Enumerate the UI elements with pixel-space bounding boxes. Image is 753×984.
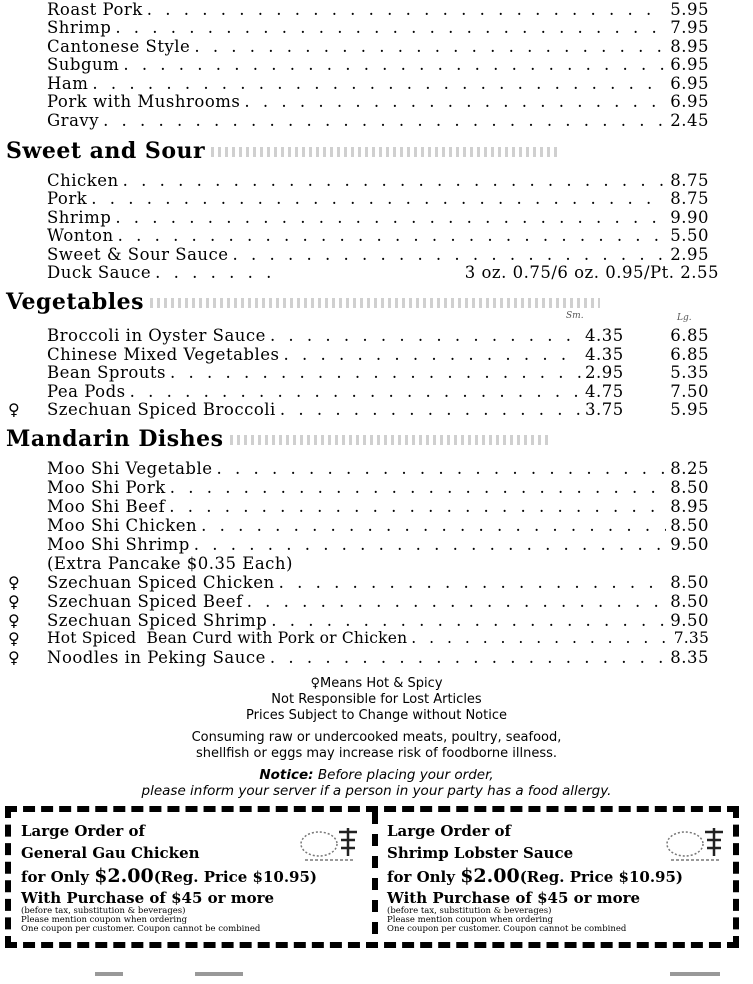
restaurant-logo-icon bbox=[297, 826, 363, 866]
menu-item-spicy: Szechuan Spiced Shrimp . . . 9.50 bbox=[47, 611, 709, 630]
coupon-shrimp-lobster[interactable]: Large Order of Shrimp Lobster Sauce for Only $2.00(Reg. Price $10.95) With Purchase of $45 or more (before tax, substitution & beverages) Please mention coupon when ordering One coupon per customer. Coupon cannot be combined bbox=[387, 820, 735, 934]
extra-pancake-note: (Extra Pancake $0.35 Each) bbox=[47, 554, 293, 573]
menu-item: Gravy . . . 2.45 bbox=[47, 111, 709, 130]
menu-item-spicy: Hot Spiced Bean Curd with Pork or Chicken . . . 7.35 bbox=[47, 629, 709, 648]
menu-item: Cantonese Style . . . 8.95 bbox=[47, 37, 709, 56]
pepper-icon: ♀ bbox=[8, 592, 20, 611]
coupon-general-gau[interactable]: Large Order of General Gau Chicken for Only $2.00(Reg. Price $10.95) With Purchase of $45 or more (before tax, substitution & beverages) Please mention coupon when ordering One coupon per customer. Coupon cannot be combined bbox=[21, 820, 369, 934]
coupon-area bbox=[5, 806, 739, 948]
menu-item-spicy: Szechuan Spiced Beef . . . 8.50 bbox=[47, 592, 709, 611]
restaurant-logo-icon bbox=[663, 826, 729, 866]
allergy-notice-line-2: please inform your server if a person in your party has a food allergy. bbox=[141, 783, 612, 799]
menu-item: Bean Sprouts . . . 2.95 5.35 bbox=[47, 363, 709, 382]
menu-item: Ham . . . 6.95 bbox=[47, 74, 709, 93]
menu-item: Moo Shi Pork . . . 8.50 bbox=[47, 478, 709, 497]
menu-item: Subgum . . . 6.95 bbox=[47, 55, 709, 74]
menu-item: Broccoli in Oyster Sauce . . . 4.35 6.85 bbox=[47, 326, 709, 345]
menu-item: Chinese Mixed Vegetables . . . 4.35 6.85 bbox=[47, 345, 709, 364]
scan-mark bbox=[670, 972, 720, 976]
menu-item: Wonton . . . 5.50 bbox=[47, 226, 709, 245]
menu-item: Moo Shi Chicken . . . 8.50 bbox=[47, 516, 709, 535]
menu-item: Shrimp . . . 7.95 bbox=[47, 18, 709, 37]
section-heading-vegetables: Vegetables bbox=[6, 290, 600, 314]
section-heading-sweet-sour: Sweet and Sour bbox=[6, 139, 561, 163]
consuming-warning-line-2: shellfish or eggs may increase risk of foodborne illness. bbox=[195, 746, 558, 761]
menu-item: Szechuan Spiced Broccoli . . . 3.75 5.95 bbox=[47, 400, 709, 419]
menu-item: Sweet & Sour Sauce . . . 2.95 bbox=[47, 245, 709, 264]
menu-item: Moo Shi Beef . . . 8.95 bbox=[47, 497, 709, 516]
hot-spicy-legend: ♀Means Hot & Spicy bbox=[310, 676, 443, 691]
pepper-icon: ♀ bbox=[8, 629, 20, 648]
menu-item: Pea Pods . . . 4.75 7.50 bbox=[47, 382, 709, 401]
menu-item-spicy: Noodles in Peking Sauce . . . 8.35 bbox=[47, 648, 709, 667]
pepper-icon: ♀ bbox=[8, 400, 20, 419]
consuming-warning-line-1: Consuming raw or undercooked meats, poultry, seafood, bbox=[191, 730, 562, 745]
pepper-icon: ♀ bbox=[8, 611, 20, 630]
menu-item: Moo Shi Shrimp . . . 9.50 bbox=[47, 535, 709, 554]
menu-item: Moo Shi Vegetable . . . 8.25 bbox=[47, 459, 709, 478]
menu-item-duck-sauce: Duck Sauce . . . 3 oz. 0.75/6 oz. 0.95/Pt. 2.55 bbox=[47, 263, 719, 282]
column-header-small: Sm. bbox=[566, 311, 584, 321]
column-header-large: Lg. bbox=[677, 313, 692, 323]
pepper-icon: ♀ bbox=[8, 648, 20, 667]
prices-subject-note: Prices Subject to Change without Notice bbox=[246, 708, 507, 723]
menu-item: Pork with Mushrooms . . . 6.95 bbox=[47, 92, 709, 111]
menu-item-spicy: Szechuan Spiced Chicken . . . 8.50 bbox=[47, 573, 709, 592]
menu-item: Pork . . . 8.75 bbox=[47, 189, 709, 208]
pepper-icon: ♀ bbox=[310, 676, 320, 691]
not-responsible-note: Not Responsible for Lost Articles bbox=[271, 692, 482, 707]
menu-item: Roast Pork . . . 5.95 bbox=[47, 0, 709, 19]
section-heading-mandarin: Mandarin Dishes bbox=[6, 427, 550, 451]
pepper-icon: ♀ bbox=[8, 573, 20, 592]
menu-item: Chicken . . . 8.75 bbox=[47, 171, 709, 190]
menu-item: Shrimp . . . 9.90 bbox=[47, 208, 709, 227]
allergy-notice-line-1: Notice: Before placing your order, bbox=[259, 767, 494, 783]
scan-mark bbox=[95, 972, 123, 976]
scan-mark bbox=[195, 972, 243, 976]
